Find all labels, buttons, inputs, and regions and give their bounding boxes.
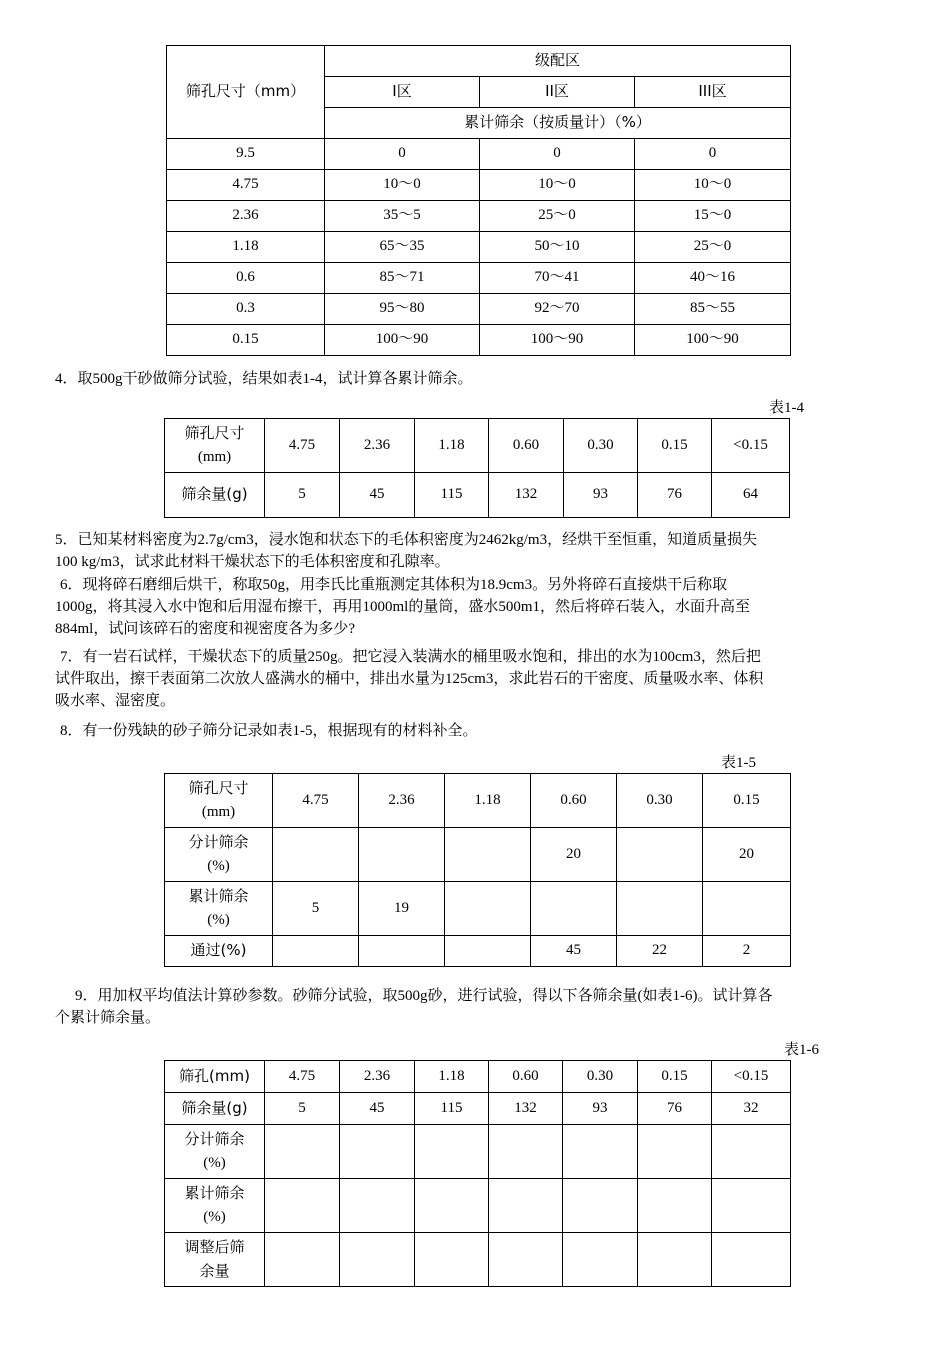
table-cell: 9.5 <box>167 139 325 170</box>
table-row <box>167 294 791 325</box>
zone-2-header: II区 <box>480 77 635 108</box>
table-cell: 0 <box>480 139 635 170</box>
table-cell: 5 <box>273 882 359 936</box>
table-cell: 115 <box>415 1093 489 1125</box>
passing-label: 通过(%) <box>165 936 273 967</box>
table-cell: 40～16 <box>635 263 791 294</box>
table-row <box>165 828 791 882</box>
table-cell: 0 <box>325 139 480 170</box>
table-row <box>165 1233 791 1287</box>
table-cell: 4.75 <box>265 419 340 473</box>
table-cell <box>273 828 359 882</box>
table-cell: 5 <box>265 473 340 518</box>
table-cell: 50～10 <box>480 232 635 263</box>
table-cell: 0.15 <box>703 774 791 828</box>
table-cell <box>265 1233 340 1287</box>
label-line: 筛孔尺寸 <box>188 779 249 798</box>
table-cell: 0.6 <box>167 263 325 294</box>
table-cell <box>712 1233 791 1287</box>
table-row <box>167 263 791 294</box>
table-cell: <0.15 <box>712 1061 791 1093</box>
partial-retained-label <box>165 1125 265 1179</box>
table-cell: 2.36 <box>167 201 325 232</box>
table-cell <box>531 882 617 936</box>
table-row <box>167 201 791 232</box>
label-line: 筛孔尺寸 <box>184 424 245 443</box>
table-cell: 64 <box>712 473 790 518</box>
table-cell <box>617 828 703 882</box>
table-cell <box>340 1179 415 1233</box>
table-cell: 0.60 <box>531 774 617 828</box>
table-cell <box>415 1233 489 1287</box>
table-cell: 0.3 <box>167 294 325 325</box>
table-row <box>165 1125 791 1179</box>
label-line: 分计筛余 <box>184 1130 245 1149</box>
text-line: 884ml，试问该碎石的密度和视密度各为多少? <box>55 621 355 637</box>
table-cell: 100～90 <box>480 325 635 356</box>
table-cell: 25～0 <box>480 201 635 232</box>
table-cell: 1.18 <box>415 419 489 473</box>
table-cell: 4.75 <box>167 170 325 201</box>
table-cell <box>265 1125 340 1179</box>
sieve-size-header: 筛孔尺寸（mm） <box>167 46 325 139</box>
table-cell <box>638 1125 712 1179</box>
table-cell <box>340 1233 415 1287</box>
table-cell: 10～0 <box>635 170 791 201</box>
table-cell: 1.18 <box>167 232 325 263</box>
table-cell <box>265 1179 340 1233</box>
grading-zone-header: 级配区 <box>325 46 791 77</box>
table-row <box>167 232 791 263</box>
table-cell <box>563 1179 638 1233</box>
table-1-5-caption: 表1-5 <box>721 755 756 771</box>
table-cell <box>563 1233 638 1287</box>
table-cell: 76 <box>638 473 712 518</box>
table-row <box>165 1179 791 1233</box>
question-9-text <box>55 985 773 1029</box>
table-cell: 0.30 <box>617 774 703 828</box>
label-unit: (%) <box>203 1208 226 1225</box>
table-cell: 45 <box>531 936 617 967</box>
table-cell <box>638 1233 712 1287</box>
question-7-text <box>55 646 763 712</box>
table-cell <box>489 1125 563 1179</box>
table-cell: 4.75 <box>265 1061 340 1093</box>
table-cell: 85～71 <box>325 263 480 294</box>
text-line: 1000g，将其浸入水中饱和后用湿布擦干，再用1000ml的量筒，盛水500m1，然后将碎石装入，水面升高至 <box>55 599 751 615</box>
text-line: 试件取出，擦干表面第二次放人盛满水的桶中，排出水量为125cm3，求此岩石的干密度、质量吸水率、体积 <box>55 671 764 687</box>
table-cell: 4.75 <box>273 774 359 828</box>
label-line: 调整后筛 <box>184 1238 245 1257</box>
label-line: 累计筛余 <box>188 887 249 906</box>
table-cell <box>445 936 531 967</box>
text-line: 6．现将碎石磨细后烘干，称取50g，用李氏比重瓶测定其体积为18.9cm3。另外将碎石直接烘干后称取 <box>60 577 728 593</box>
table-cell: 1.18 <box>415 1061 489 1093</box>
table-cell: 92～70 <box>480 294 635 325</box>
table-cell: 22 <box>617 936 703 967</box>
table-cell: 132 <box>489 473 564 518</box>
table-row <box>165 473 790 518</box>
table-cell: 2 <box>703 936 791 967</box>
question-6-text <box>55 574 750 640</box>
table-cell <box>273 936 359 967</box>
table-cell: 45 <box>340 473 415 518</box>
label-line: 分计筛余 <box>188 833 249 852</box>
sieve-size-label <box>165 419 265 473</box>
table-cell <box>703 882 791 936</box>
table-cell: 45 <box>340 1093 415 1125</box>
label-unit: (%) <box>203 1154 226 1171</box>
label-line: 累计筛余 <box>184 1184 245 1203</box>
table-cell: 85～55 <box>635 294 791 325</box>
table-cell: 95～80 <box>325 294 480 325</box>
label-unit: (mm) <box>201 803 236 820</box>
table-cell: 20 <box>531 828 617 882</box>
table-row <box>165 774 791 828</box>
table-row <box>167 325 791 356</box>
table-cell: 2.36 <box>359 774 445 828</box>
table-1-4-caption: 表1-4 <box>769 400 804 416</box>
table-cell <box>359 828 445 882</box>
table-cell: 93 <box>563 1093 638 1125</box>
table-cell <box>340 1125 415 1179</box>
table-cell: 0.15 <box>638 419 712 473</box>
text-line: 7．有一岩石试样，干燥状态下的质量250g。把它浸入装满水的桶里吸水饱和，排出的水为100cm3，然后把 <box>60 649 761 665</box>
table-cell: 100～90 <box>325 325 480 356</box>
partial-retained-label <box>165 828 273 882</box>
text-line: 个累计筛余量。 <box>55 1010 161 1026</box>
table-1-5 <box>164 773 791 967</box>
table-cell <box>489 1179 563 1233</box>
table-cell <box>445 882 531 936</box>
table-cell <box>359 936 445 967</box>
table-cell: 93 <box>564 473 638 518</box>
text-line: 100 kg/m3，试求此材料干燥状态下的毛体积密度和孔隙率。 <box>55 554 450 570</box>
label-line: 余量 <box>199 1261 230 1280</box>
table-cell: 19 <box>359 882 445 936</box>
label-unit: (mm) <box>197 448 232 465</box>
table-row <box>165 882 791 936</box>
zone-1-header: I区 <box>325 77 480 108</box>
table-cell: 2.36 <box>340 1061 415 1093</box>
table-cell <box>445 828 531 882</box>
table-cell: 70～41 <box>480 263 635 294</box>
zone-3-header: III区 <box>635 77 791 108</box>
table-cell: 20 <box>703 828 791 882</box>
table-cell <box>489 1233 563 1287</box>
grading-zone-table <box>166 45 791 356</box>
table-cell <box>638 1179 712 1233</box>
table-cell: 0.60 <box>489 1061 563 1093</box>
cumulative-retained-header: 累计筛余（按质量计）（%） <box>325 108 791 139</box>
table-row <box>167 139 791 170</box>
table-cell: 115 <box>415 473 489 518</box>
table-cell: 2.36 <box>340 419 415 473</box>
question-4-text: 4．取500g干砂做筛分试验，结果如表1-4，试计算各累计筛余。 <box>55 371 473 387</box>
table-row <box>167 170 791 201</box>
table-cell: 5 <box>265 1093 340 1125</box>
text-line: 9．用加权平均值法计算砂参数。砂筛分试验，取500g砂，进行试验，得以下各筛余量(如表1-6)。试计算各 <box>75 988 773 1004</box>
table-cell: 0.30 <box>563 1061 638 1093</box>
table-1-4 <box>164 418 790 518</box>
table-cell <box>415 1179 489 1233</box>
question-8-text: 8．有一份残缺的砂子筛分记录如表1-5，根据现有的材料补全。 <box>60 723 478 739</box>
text-line: 5．已知某材料密度为2.7g/cm3，浸水饱和状态下的毛体积密度为2462kg/m3，经烘干至恒重，知道质量损失 <box>55 532 758 548</box>
label-unit: (%) <box>207 857 230 874</box>
table-cell: 65～35 <box>325 232 480 263</box>
cumulative-retained-label <box>165 882 273 936</box>
table-cell: 100～90 <box>635 325 791 356</box>
table-cell: <0.15 <box>712 419 790 473</box>
text-line: 吸水率、湿密度。 <box>55 693 176 709</box>
table-cell: 132 <box>489 1093 563 1125</box>
question-5-text <box>55 529 757 573</box>
table-1-6 <box>164 1060 791 1287</box>
table-cell <box>415 1125 489 1179</box>
cumulative-retained-label <box>165 1179 265 1233</box>
table-row <box>165 1061 791 1093</box>
table-cell <box>712 1179 791 1233</box>
table-cell <box>617 882 703 936</box>
table-cell: 0.15 <box>638 1061 712 1093</box>
table-cell: 10～0 <box>325 170 480 201</box>
sieve-label: 筛孔(mm) <box>165 1061 265 1093</box>
table-cell: 1.18 <box>445 774 531 828</box>
table-cell: 15～0 <box>635 201 791 232</box>
retained-mass-label: 筛余量(g) <box>165 473 265 518</box>
table-row <box>165 1093 791 1125</box>
table-row <box>165 419 790 473</box>
table-row <box>165 936 791 967</box>
table-1-6-caption: 表1-6 <box>784 1042 819 1058</box>
sieve-size-label <box>165 774 273 828</box>
table-cell: 10～0 <box>480 170 635 201</box>
table-cell: 0.30 <box>564 419 638 473</box>
label-unit: (%) <box>207 911 230 928</box>
table-cell: 0 <box>635 139 791 170</box>
table-cell <box>712 1125 791 1179</box>
table-cell: 25～0 <box>635 232 791 263</box>
table-cell: 0.60 <box>489 419 564 473</box>
adjusted-retained-label <box>165 1233 265 1287</box>
table-cell: 0.15 <box>167 325 325 356</box>
table-cell: 35～5 <box>325 201 480 232</box>
retained-mass-label: 筛余量(g) <box>165 1093 265 1125</box>
table-cell <box>563 1125 638 1179</box>
table-cell: 76 <box>638 1093 712 1125</box>
table-cell: 32 <box>712 1093 791 1125</box>
